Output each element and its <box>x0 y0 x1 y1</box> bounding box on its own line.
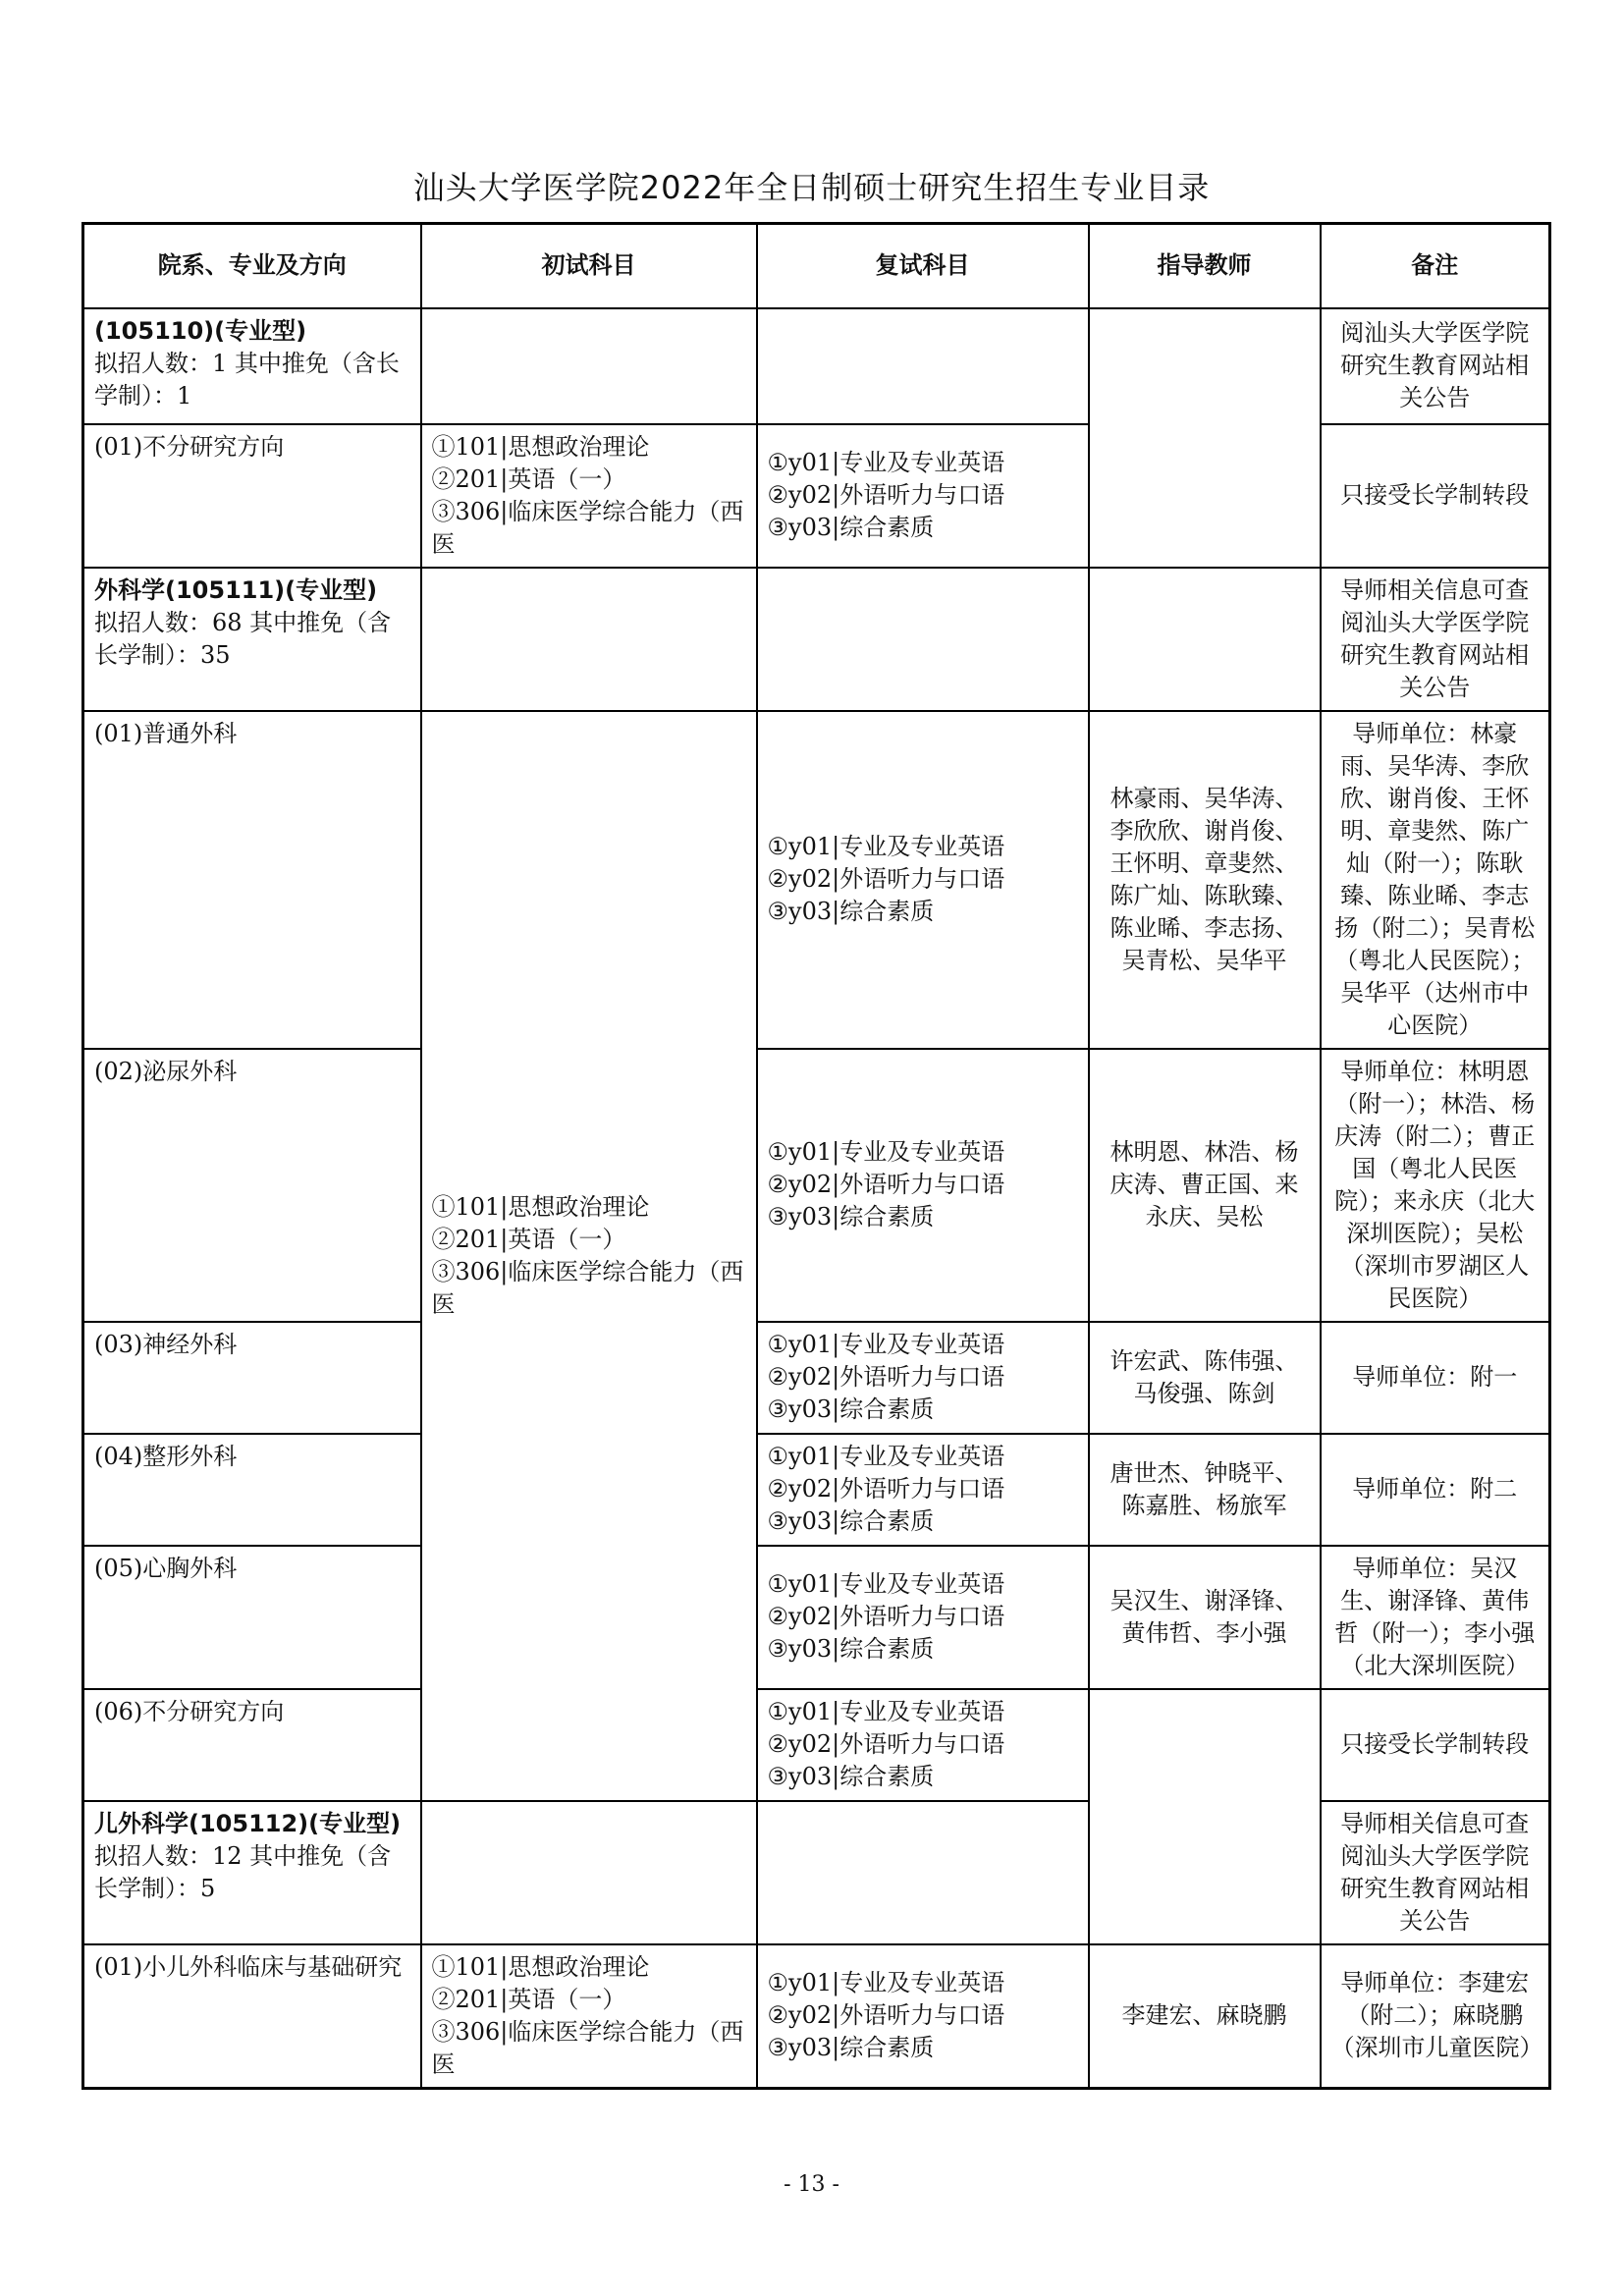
direction-name: (02)泌尿外科 <box>83 1049 421 1322</box>
retest-subjects: ①y01|专业及专业英语 ②y02|外语听力与口语 ③y03|综合素质 <box>757 1322 1089 1434</box>
direction-name: (06)不分研究方向 <box>83 1689 421 1801</box>
header-row <box>83 224 1550 308</box>
table-row <box>83 1546 1550 1689</box>
header-supervisor: 指导教师 <box>1089 224 1321 308</box>
page-number: - 13 - <box>784 2172 839 2197</box>
remark-cell: 导师单位：李建宏（附二）；麻晓鹏（深圳市儿童医院） <box>1321 1944 1550 2089</box>
table-row <box>83 711 1550 1049</box>
supervisor-list: 林明恩、林浩、杨庆涛、曹正国、来永庆、吴松 <box>1089 1049 1321 1322</box>
table-row <box>83 1801 1550 1944</box>
prelim-subjects: ①101|思想政治理论 ②201|英语（一） ③306|临床医学综合能力（西医 <box>421 1944 757 2089</box>
table-row <box>83 1689 1550 1801</box>
table-row <box>83 1434 1550 1546</box>
table-row <box>83 1322 1550 1434</box>
major-quota: 拟招人数：68 其中推免（含长学制）：35 <box>94 608 392 669</box>
major-cell <box>83 308 421 424</box>
remark-cell: 导师相关信息可查阅汕头大学医学院研究生教育网站相关公告 <box>1321 568 1550 711</box>
major-quota: 拟招人数：12 其中推免（含长学制）：5 <box>94 1841 392 1902</box>
prelim-subjects: ①101|思想政治理论 ②201|英语（一） ③306|临床医学综合能力（西医 <box>421 424 757 568</box>
major-name: 儿外科学(105112)(专业型) <box>94 1809 402 1837</box>
retest-subjects: ①y01|专业及专业英语 ②y02|外语听力与口语 ③y03|综合素质 <box>757 1944 1089 2089</box>
header-retest: 复试科目 <box>757 224 1089 308</box>
major-name: (105110)(专业型) <box>94 316 307 345</box>
retest-subjects: ①y01|专业及专业英语 ②y02|外语听力与口语 ③y03|综合素质 <box>757 1434 1089 1546</box>
major-cell <box>83 1801 421 1944</box>
remark-cell: 只接受长学制转段 <box>1321 424 1550 568</box>
table-row <box>83 1049 1550 1322</box>
supervisor-list: 林豪雨、吴华涛、李欣欣、谢肖俊、王怀明、章斐然、陈广灿、陈耿臻、陈业晞、李志扬、吴青松、吴华平 <box>1089 711 1321 1049</box>
direction-name: (05)心胸外科 <box>83 1546 421 1689</box>
header-prelim: 初试科目 <box>421 224 757 308</box>
supervisor-list: 许宏武、陈伟强、马俊强、陈剑 <box>1089 1322 1321 1434</box>
remark-cell: 导师单位：吴汉生、谢泽锋、黄伟哲（附一）；李小强（北大深圳医院） <box>1321 1546 1550 1689</box>
header-department: 院系、专业及方向 <box>83 224 421 308</box>
remark-cell: 导师单位：附一 <box>1321 1322 1550 1434</box>
direction-name: (01)不分研究方向 <box>83 424 421 568</box>
major-cell <box>83 568 421 711</box>
retest-subjects: ①y01|专业及专业英语 ②y02|外语听力与口语 ③y03|综合素质 <box>757 1049 1089 1322</box>
table-row <box>83 424 1550 568</box>
direction-name: (01)小儿外科临床与基础研究 <box>83 1944 421 2089</box>
header-remarks: 备注 <box>1321 224 1550 308</box>
remark-cell: 只接受长学制转段 <box>1321 1689 1550 1801</box>
table-row <box>83 1944 1550 2089</box>
retest-subjects: ①y01|专业及专业英语 ②y02|外语听力与口语 ③y03|综合素质 <box>757 711 1089 1049</box>
page-title: 汕头大学医学院2022年全日制硕士研究生招生专业目录 <box>412 169 1211 206</box>
retest-subjects: ①y01|专业及专业英语 ②y02|外语听力与口语 ③y03|综合素质 <box>757 424 1089 568</box>
retest-subjects: ①y01|专业及专业英语 ②y02|外语听力与口语 ③y03|综合素质 <box>757 1689 1089 1801</box>
supervisor-list: 唐世杰、钟晓平、陈嘉胜、杨旅军 <box>1089 1434 1321 1546</box>
major-name: 外科学(105111)(专业型) <box>94 575 378 604</box>
remark-cell: 阅汕头大学医学院研究生教育网站相关公告 <box>1321 308 1550 424</box>
retest-subjects: ①y01|专业及专业英语 ②y02|外语听力与口语 ③y03|综合素质 <box>757 1546 1089 1689</box>
table-row <box>83 308 1550 424</box>
remark-cell: 导师单位：附二 <box>1321 1434 1550 1546</box>
direction-name: (03)神经外科 <box>83 1322 421 1434</box>
major-quota: 拟招人数：1 其中推免（含长学制）：1 <box>94 349 400 410</box>
direction-name: (01)普通外科 <box>83 711 421 1049</box>
remark-cell: 导师单位：林明恩（附一）；林浩、杨庆涛（附二）；曹正国（粤北人民医院）；来永庆（北大深圳医院）；吴松（深圳市罗湖区人民医院） <box>1321 1049 1550 1322</box>
supervisor-list: 李建宏、麻晓鹏 <box>1089 1944 1321 2089</box>
prelim-subjects: ①101|思想政治理论 ②201|英语（一） ③306|临床医学综合能力（西医 <box>421 711 757 1801</box>
table-row <box>83 568 1550 711</box>
direction-name: (04)整形外科 <box>83 1434 421 1546</box>
remark-cell: 导师单位：林豪雨、吴华涛、李欣欣、谢肖俊、王怀明、章斐然、陈广灿（附一）；陈耿臻、陈业晞、李志扬（附二）；吴青松（粤北人民医院）；吴华平（达州市中心医院） <box>1321 711 1550 1049</box>
remark-cell: 导师相关信息可查阅汕头大学医学院研究生教育网站相关公告 <box>1321 1801 1550 1944</box>
supervisor-list: 吴汉生、谢泽锋、黄伟哲、李小强 <box>1089 1546 1321 1689</box>
catalog-table <box>81 222 1551 2090</box>
